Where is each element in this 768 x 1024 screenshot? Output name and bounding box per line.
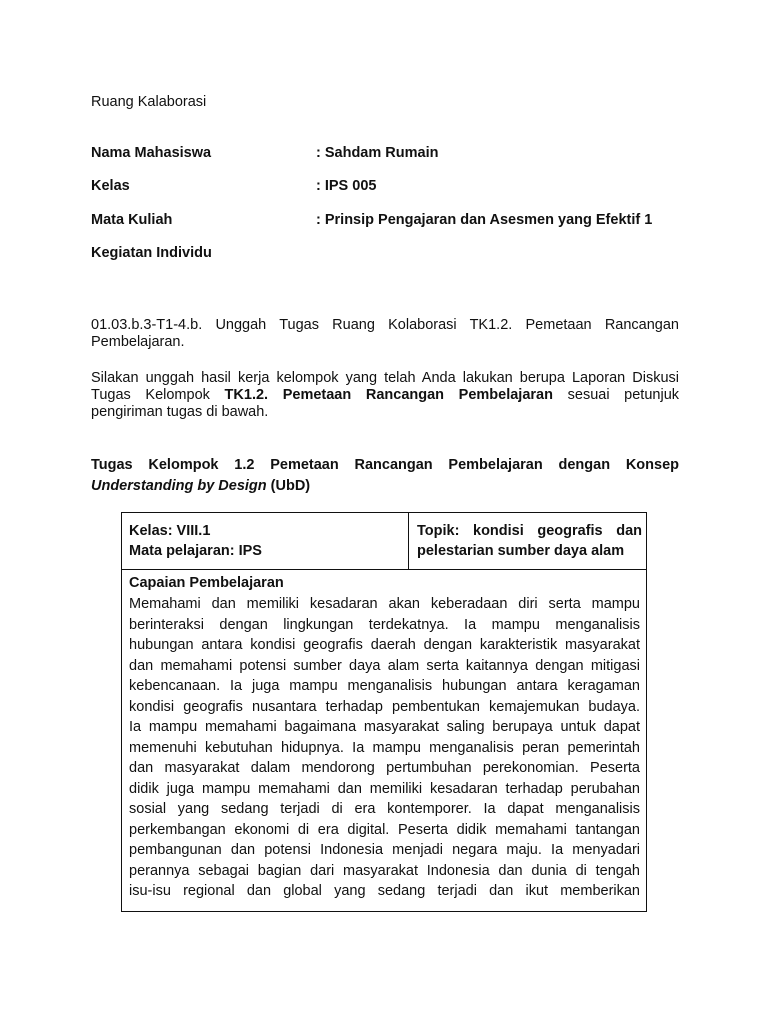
section-heading-italic: Understanding by Design [91, 478, 267, 494]
instruction-line-2 [91, 387, 679, 404]
kelas-label: Kelas [91, 178, 130, 194]
task-line-1: 01.03.b.3-T1-4.b. Unggah Tugas Ruang Kolaborasi TK1.2. Pemetaan Rancangan [91, 317, 679, 333]
capaian-cell [122, 570, 646, 902]
section-heading-line-1: Tugas Kelompok 1.2 Pemetaan Rancangan Pembelajaran dengan Konsep [91, 457, 679, 473]
capaian-line: kebencanaan. Ia juga mampu menganalisis hubungan antara keragaman [129, 678, 640, 694]
task-paragraph [91, 317, 679, 351]
task-line-2: Pembelajaran. [91, 334, 185, 350]
capaian-line: memenuhi kebutuhan hidupnya. Ia mampu menganalisis peran pemerintah [129, 739, 640, 756]
kelas-value: : IPS 005 [316, 178, 377, 194]
capaian-line: Memahami dan memiliki kesadaran akan keberadaan diri serta mampu [129, 596, 640, 612]
capaian-line: berinteraksi dengan lingkungan terdekatnya. Ia mampu menganalisis [129, 616, 640, 633]
capaian-line: perkembangan ekonomi di era digital. Peserta didik memahami tantangan [129, 821, 640, 838]
capaian-text [129, 594, 640, 902]
capaian-line: dan memahami potensi sumber daya alam serta kaitannya dengan mitigasi [129, 657, 640, 674]
kegiatan-label: Kegiatan Individu [91, 245, 212, 261]
topik-line-2: pelestarian sumber daya alam [417, 543, 625, 559]
section-heading-line-2 [91, 476, 679, 497]
instruction-line-2-bold: TK1.2. Pemetaan Rancangan Pembelajaran [224, 387, 553, 403]
capaian-line: dan masyarakat dalam mendorong pertumbuhan perekonomian. Peserta [129, 760, 640, 776]
topik-line-1: Topik: kondisi geografis dan [417, 523, 642, 539]
matkul-label: Mata Kuliah [91, 212, 173, 228]
capaian-line: pembangunan dan potensi Indonesia menjadi negara maju. Ia menyadari [129, 842, 640, 858]
ubd-table [121, 512, 647, 912]
capaian-title: Capaian Pembelajaran [129, 575, 284, 591]
capaian-line: Ia mampu memahami bagaimana masyarakat saling berupaya untuk dapat [129, 719, 640, 735]
topic-cell [409, 513, 646, 570]
capaian-line: sosial yang sedang terjadi di era kontemporer. Ia dapat menganalisis [129, 801, 640, 817]
capaian-line: didik juga mampu memahami dan memiliki kesadaran terhadap perubahan [129, 780, 640, 797]
capaian-line: hubungan antara kondisi geografis daerah dengan karakteristik masyarakat [129, 637, 640, 653]
capaian-line: isu-isu regional dan global yang sedang terjadi dan ikut memberikan [129, 883, 640, 899]
matkul-value: : Prinsip Pengajaran dan Asesmen yang Efektif 1 [316, 212, 653, 228]
instruction-line-1: Silakan unggah hasil kerja kelompok yang telah Anda lakukan berupa Laporan Diskusi [91, 370, 679, 386]
document-title: Ruang Kalaborasi [91, 94, 207, 110]
capaian-line: kondisi geografis nusantara terhadap pembentukan kemajemukan budaya. [129, 698, 640, 715]
kelas-text: Kelas: VIII.1 [129, 523, 211, 539]
section-heading [91, 455, 679, 497]
instruction-paragraph [91, 370, 679, 421]
nama-value: : Sahdam Rumain [316, 145, 439, 161]
instruction-line-2-post: sesuai petunjuk [567, 387, 680, 403]
instruction-line-3: pengiriman tugas di bawah. [91, 404, 269, 420]
instruction-line-2-pre: Tugas Kelompok [91, 387, 210, 403]
capaian-line: perannya sebagai bagian dari masyarakat Indonesia dan dunia di tengah [129, 862, 640, 879]
mapel-text: Mata pelajaran: IPS [129, 543, 262, 559]
nama-label: Nama Mahasiswa [91, 145, 212, 161]
class-info-cell [122, 513, 409, 570]
section-heading-rest: (UbD) [266, 478, 311, 494]
